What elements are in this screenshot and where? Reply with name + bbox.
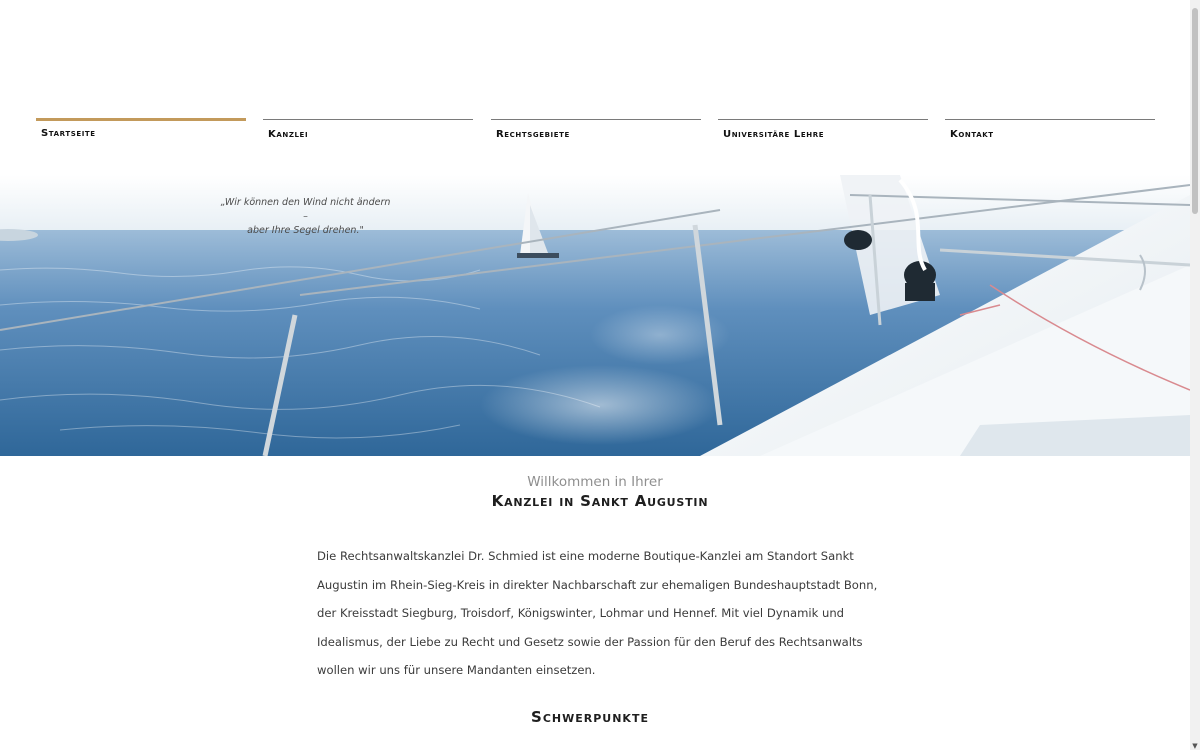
intro-paragraph: Die Rechtsanwaltskanzlei Dr. Schmied ist eine moderne Boutique-Kanzlei am Standort Sankt Augustin im Rhein-Sieg-Kreis in direkter Nachbarschaft zur ehemaligen Bundeshauptstadt Bonn, der Kreisstadt Siegburg, Troisdorf, Königswinter, Lohmar und Hennef. Mit viel Dynamik und Idealismus, der Liebe zu Recht und Gesetz sowie der Passion für den Beruf des Rechtsanwalts wollen wir uns für unsere Mandanten einsetzen. [317, 549, 878, 677]
nav-item-rechtsgebiete[interactable] [491, 119, 701, 156]
nav-label: Rechtsgebiete [496, 129, 570, 140]
page-scrollbar[interactable] [1190, 0, 1200, 750]
scroll-down-icon[interactable]: ▼ [1192, 742, 1198, 750]
quote-line-2: aber Ihre Segel drehen." [247, 225, 364, 236]
hero-quote [218, 196, 393, 238]
nav-label: Universitäre Lehre [723, 129, 825, 140]
nav-item-kanzlei[interactable] [263, 119, 473, 156]
nav-item-startseite[interactable] [36, 118, 246, 157]
nav-label: Startseite [41, 128, 96, 139]
hero-banner [0, 175, 1190, 456]
section-title-schwerpunkte: Schwerpunkte [531, 708, 649, 726]
scrollbar-thumb[interactable] [1192, 8, 1198, 214]
welcome-subtitle: Willkommen in Ihrer [527, 474, 663, 490]
main-navigation [0, 119, 1190, 159]
nav-label: Kontakt [950, 129, 994, 140]
nav-label: Kanzlei [268, 129, 309, 140]
welcome-title: Kanzlei in Sankt Augustin [491, 492, 709, 510]
nav-item-kontakt[interactable] [945, 119, 1155, 156]
sailing-photo [0, 175, 1190, 456]
quote-line-1: „Wir können den Wind nicht ändern – [220, 197, 391, 222]
nav-item-universitaere-lehre[interactable] [718, 119, 928, 156]
